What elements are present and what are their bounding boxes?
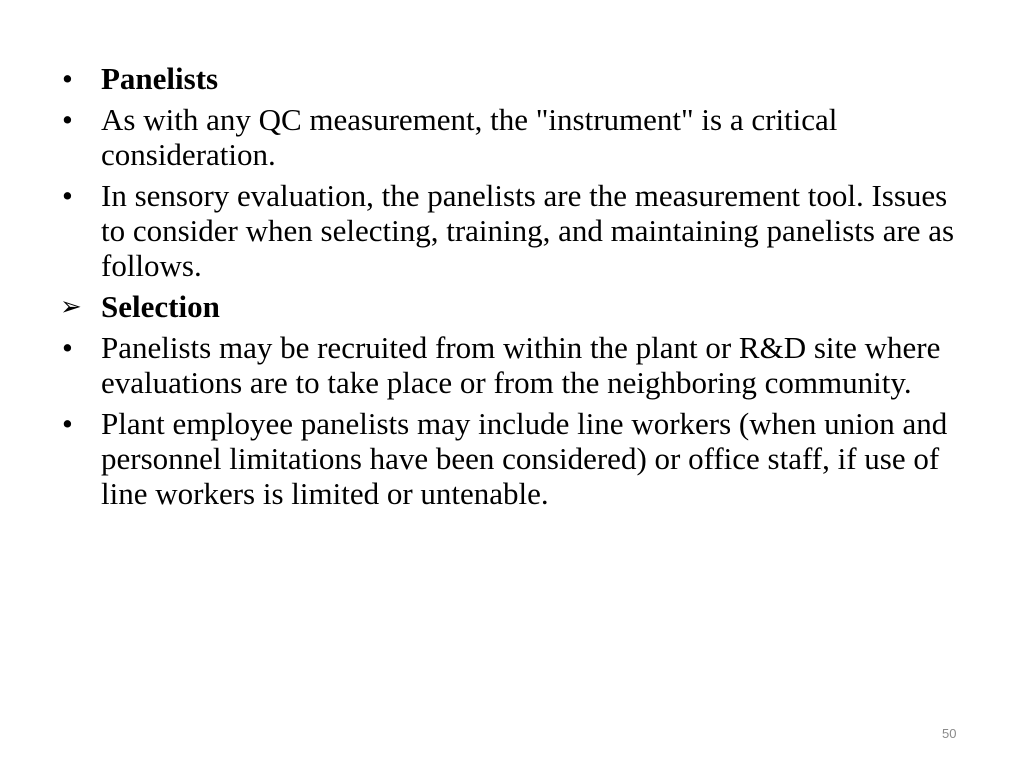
bullet-item-recruitment [60,330,960,400]
bullet-text: Panelists may be recruited from within the plant or R&D site where evaluations are to take place or from the neighboring community. [101,330,941,400]
bullet-icon: • [62,61,73,96]
bullet-text: Plant employee panelists may include line workers (when union and personnel limitations have been considered) or office staff, if use of line workers is limited or untenable. [101,406,948,511]
bullet-icon: • [62,406,73,441]
bullet-icon: • [62,178,73,213]
bullet-icon: • [62,330,73,365]
bullet-text: In sensory evaluation, the panelists are the measurement tool. Issues to consider when selecting, training, and maintaining panelists are as follows. [101,178,955,283]
bullet-text: As with any QC measurement, the "instrument" is a critical consideration. [101,102,838,172]
arrow-bullet-icon: ➢ [60,292,82,321]
bullet-item-panelists-heading [60,61,960,96]
bullet-item-plant-employees [60,406,960,511]
bullet-item-measurement-tool [60,178,960,283]
heading-selection: Selection [101,289,220,324]
slide-page-number: 50 [942,726,957,741]
bullet-item-instrument [60,102,960,172]
heading-panelists: Panelists [101,61,219,96]
bullet-icon: • [62,102,73,137]
slide-body [60,61,960,517]
arrow-item-selection-heading [60,289,960,324]
